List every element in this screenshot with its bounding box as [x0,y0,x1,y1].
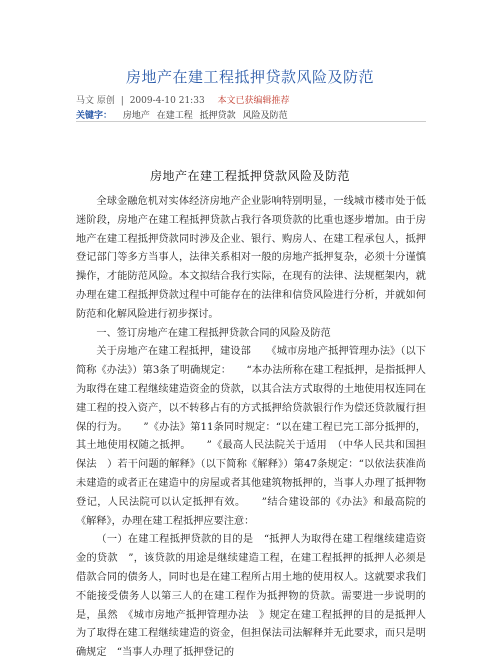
paragraph: 全球金融危机对实体经济房地产企业影响特别明显，一线城市楼市处于低迷阶段，房地产在建工程抵押贷款占我行各项贷款的比重也逐步增加。由于房地产在建工程抵押贷款同时涉及企业、银行、购房人、在建工程承包人，抵押登记部门等多方当事人，法律关系相对一般的房地产抵押复杂，必须十分谨慎操作，才能防范风险。本文拟结合我行实际，在现有的法律、法规框架内，就办理在建工程抵押贷款过程中可能存在的法律和信贷风险进行分析，并就如何防范和化解风险进行初步探讨。 [76,196,426,320]
meta-separator: | [120,96,124,106]
keyword-link[interactable]: 在建工程 [156,111,193,121]
post-author[interactable]: 马文 [76,96,95,106]
section-heading: 一、签订房地产在建工程抵押贷款合同的风险及防范 [96,327,331,339]
keywords-label: 关键字： [76,111,113,121]
keyword-link[interactable]: 抵押贷款 [199,111,236,121]
article-title: 房地产在建工程抵押贷款风险及防范 [149,169,350,183]
post-source: 原创 [96,96,115,106]
paragraph: （一）在建工程抵押贷款的目的是 “抵押人为取得在建工程继续建造资金的贷款 ”，该贷款的用途是继续建造工程，在建工程抵押的抵押人必须是借款合同的债务人，同时也是在建工程所占用土地的使用权人。这就要求我们不能接受债务人以第三人的在建工程作为抵押物的贷款。需要进一步说明的是，虽然 《城市房地产抵押管理办法 》规定在建工程抵押的目的是抵押人为了取得在建工程继续建造的资金，但担保法司法解释并无此要求，而只是明确规定 “当事人办理了抵押登记的 [76,534,426,659]
keyword-link[interactable]: 房地产 [122,111,150,121]
keyword-link[interactable]: 风险及防范 [242,111,288,121]
paragraph: 关于房地产在建工程抵押，建设部 《城市房地产抵押管理办法》（以下简称《办法》）第3条了明确规定： “本办法所称在建工程抵押，是指抵押人为取得在建工程继续建造资金的贷款，以其合法方式取得的土地使用权连同在建工程的投入资产，以不转移占有的方式抵押给贷款银行作为偿还贷款履行担保的行为。 ”《办法》第11条同时规定：“以在建工程已完工部分抵押的，其土地使用权随之抵押。 ”《最高人民法院关于适用 （中华人民共和国担保法 ）若干问题的解释》（以下简称《解释》）第47条规定：“以依法获准尚未建造的或者正在建造中的房屋或者其他建筑物抵押的，当事人办理了抵押物登记，人民法院可以认定抵押有效。 ”结合建设部的《办法》和最高院的《解释》，办理在建工程抵押应要注意： [76,346,426,527]
header-divider [76,121,426,122]
keywords-row [76,108,292,121]
post-title: 房地产在建工程抵押贷款风险及防范 [125,68,374,86]
post-meta [76,93,290,106]
recommend-badge: 本文已获编辑推荐 [217,96,290,106]
article-body [76,193,426,663]
post-datetime: 2009-4-10 21:33 [129,96,205,106]
